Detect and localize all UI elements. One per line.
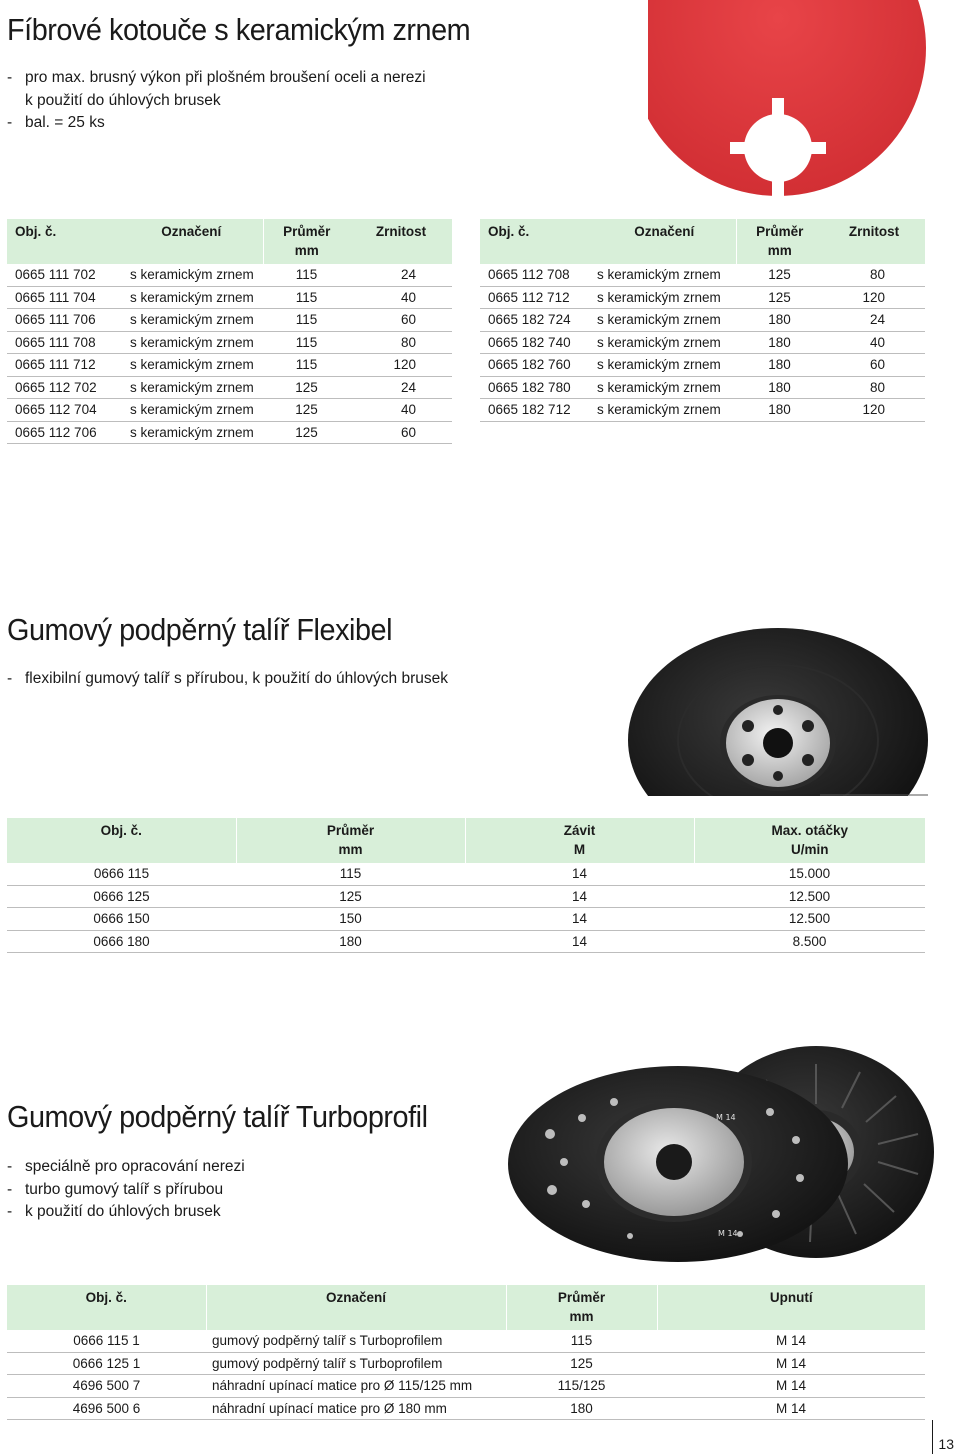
table-cell: 40: [350, 286, 452, 309]
section3-bullet: - speciálně pro opracování nerezi: [7, 1156, 245, 1179]
table-cell: s keramickým zrnem: [120, 354, 263, 377]
col-header-prumer: [506, 1285, 657, 1330]
table-cell: 180: [236, 930, 465, 953]
table-cell: gumový podpěrný talíř s Turboprofilem: [206, 1330, 506, 1352]
table-row: [7, 309, 452, 332]
table-row: [480, 331, 925, 354]
table-cell: 24: [823, 309, 925, 332]
table-cell: 125: [263, 421, 350, 444]
table-cell: 0665 112 706: [7, 421, 120, 444]
table-cell: 115: [263, 286, 350, 309]
table-row: [7, 1397, 925, 1420]
table-cell: M 14: [657, 1330, 925, 1352]
table-cell: 125: [236, 885, 465, 908]
disc-label-m14: M 14: [716, 1113, 736, 1122]
table-cell: gumový podpěrný talíř s Turboprofilem: [206, 1352, 506, 1375]
col-header-prumer: [736, 219, 823, 264]
table-cell: 180: [736, 399, 823, 422]
table-row: [7, 399, 452, 422]
table-cell: 180: [736, 354, 823, 377]
table-cell: 115: [263, 309, 350, 332]
table-cell: 120: [823, 399, 925, 422]
table-cell: 14: [465, 863, 694, 885]
table-cell: 125: [506, 1352, 657, 1375]
table-header-row: [480, 219, 925, 264]
col-header-zavit: [465, 818, 694, 863]
col-header-prumer-unit: mm: [294, 243, 319, 258]
section2-title: Gumový podpěrný talíř Flexibel: [7, 612, 393, 647]
table-cell: 24: [350, 264, 452, 286]
table-cell: 12.500: [694, 908, 925, 931]
table-cell: 4696 500 7: [7, 1375, 206, 1398]
col-header-prumer: [263, 219, 350, 264]
table-cell: 0666 125 1: [7, 1352, 206, 1375]
table-cell: 60: [823, 354, 925, 377]
table-cell: 0666 125: [7, 885, 236, 908]
table-cell: 180: [506, 1397, 657, 1420]
fibre-disc-image: [648, 0, 952, 196]
table-cell: 115/125: [506, 1375, 657, 1398]
table-cell: 0665 112 712: [480, 286, 593, 309]
table-cell: s keramickým zrnem: [120, 421, 263, 444]
table-cell: 0666 180: [7, 930, 236, 953]
table-row: [480, 399, 925, 422]
col-header-obj: Obj. č.: [7, 1285, 206, 1330]
table-cell: 14: [465, 930, 694, 953]
table-row: [480, 264, 925, 286]
section1-bullet: - bal. = 25 ks: [7, 112, 426, 135]
table-cell: 125: [736, 286, 823, 309]
section1-bullet: - pro max. brusný výkon při plošném broušení oceli a nerezi: [7, 67, 426, 90]
table-row: [7, 264, 452, 286]
table-row: [7, 930, 925, 953]
table-cell: s keramickým zrnem: [120, 399, 263, 422]
table-cell: s keramickým zrnem: [593, 354, 736, 377]
table-cell: 115: [236, 863, 465, 885]
table-cell: s keramickým zrnem: [593, 376, 736, 399]
col-header-prumer: [236, 818, 465, 863]
col-header-oznaceni: Označení: [120, 219, 263, 264]
fibre-table-right: [480, 219, 925, 422]
table-cell: 180: [736, 376, 823, 399]
table-cell: 0665 111 712: [7, 354, 120, 377]
col-header-zrnitost: Zrnitost: [350, 219, 452, 264]
fibre-table-left: [7, 219, 452, 444]
table-cell: 0665 182 740: [480, 331, 593, 354]
col-header-zrnitost: Zrnitost: [823, 219, 925, 264]
col-header-prumer-unit: mm: [338, 842, 363, 857]
col-header-zavit-label: Závit: [563, 823, 596, 838]
table-cell: 0666 115: [7, 863, 236, 885]
table-cell: 115: [263, 354, 350, 377]
table-cell: 115: [506, 1330, 657, 1352]
table-cell: s keramickým zrnem: [593, 331, 736, 354]
table-cell: 24: [350, 376, 452, 399]
table-cell: s keramickým zrnem: [593, 309, 736, 332]
section2-bullet: - flexibilní gumový talíř s přírubou, k použití do úhlových brusek: [7, 668, 448, 691]
table-cell: 125: [263, 399, 350, 422]
table-cell: s keramickým zrnem: [120, 286, 263, 309]
col-header-prumer-label: Průměr: [756, 224, 804, 239]
col-header-oznaceni: Označení: [206, 1285, 506, 1330]
table-row: [7, 863, 925, 885]
section2-bullets: [7, 668, 448, 691]
table-cell: s keramickým zrnem: [593, 286, 736, 309]
table-cell: 150: [236, 908, 465, 931]
turboprofil-discs-image: [490, 1044, 940, 1266]
table-row: [480, 376, 925, 399]
col-header-obj: Obj. č.: [480, 219, 593, 264]
table-row: [7, 421, 452, 444]
col-header-prumer-label: Průměr: [326, 823, 375, 838]
table-cell: 180: [736, 331, 823, 354]
table-row: [7, 908, 925, 931]
section3-title: Gumový podpěrný talíř Turboprofil: [7, 1099, 428, 1134]
table-cell: 14: [465, 885, 694, 908]
table-row: [7, 885, 925, 908]
table-cell: náhradní upínací matice pro Ø 180 mm: [206, 1397, 506, 1420]
turboprofil-table: [7, 1285, 925, 1420]
col-header-zavit-unit: M: [573, 842, 586, 857]
table-cell: 40: [350, 399, 452, 422]
table-cell: 115: [263, 264, 350, 286]
table-cell: s keramickým zrnem: [120, 309, 263, 332]
table-row: [7, 1330, 925, 1352]
table-header-row: [7, 1285, 925, 1330]
table-row: [7, 286, 452, 309]
table-cell: 0665 182 760: [480, 354, 593, 377]
table-cell: 0665 111 706: [7, 309, 120, 332]
col-header-otacky-unit: U/min: [790, 842, 829, 857]
table-cell: 0665 111 708: [7, 331, 120, 354]
section1-bullet: k použití do úhlových brusek: [25, 91, 221, 109]
table-header-row: [7, 219, 452, 264]
section3-bullet: - turbo gumový talíř s přírubou: [7, 1179, 245, 1202]
table-cell: s keramickým zrnem: [120, 331, 263, 354]
table-cell: 0666 115 1: [7, 1330, 206, 1352]
table-cell: 180: [736, 309, 823, 332]
table-row: [7, 354, 452, 377]
flexibel-disc-image: [620, 628, 928, 796]
table-cell: 60: [350, 309, 452, 332]
col-header-oznaceni: Označení: [593, 219, 736, 264]
section3-bullet: - k použití do úhlových brusek: [7, 1201, 245, 1224]
section1-bullets: [7, 67, 426, 135]
col-header-upnuti: Upnutí: [657, 1285, 925, 1330]
table-cell: 0665 182 724: [480, 309, 593, 332]
table-cell: 125: [263, 376, 350, 399]
table-cell: M 14: [657, 1375, 925, 1398]
table-cell: 0665 182 712: [480, 399, 593, 422]
col-header-obj: Obj. č.: [7, 219, 120, 264]
table-cell: 120: [823, 286, 925, 309]
col-header-obj: Obj. č.: [7, 818, 236, 863]
table-row: [480, 354, 925, 377]
table-cell: 0665 112 708: [480, 264, 593, 286]
table-row: [7, 376, 452, 399]
table-cell: 0665 111 702: [7, 264, 120, 286]
table-header-row: [7, 818, 925, 863]
table-cell: 80: [823, 376, 925, 399]
table-cell: 60: [350, 421, 452, 444]
page-number: 13: [932, 1420, 960, 1454]
table-cell: M 14: [657, 1352, 925, 1375]
section1-title: Fíbrové kotouče s keramickým zrnem: [7, 12, 471, 47]
table-row: [480, 286, 925, 309]
table-cell: 115: [263, 331, 350, 354]
table-row: [7, 1352, 925, 1375]
table-cell: 0665 112 704: [7, 399, 120, 422]
table-cell: s keramickým zrnem: [593, 399, 736, 422]
col-header-prumer-unit: mm: [569, 1309, 594, 1324]
table-cell: 80: [823, 264, 925, 286]
table-cell: náhradní upínací matice pro Ø 115/125 mm: [206, 1375, 506, 1398]
table-cell: 15.000: [694, 863, 925, 885]
table-row: [480, 309, 925, 332]
table-cell: s keramickým zrnem: [120, 376, 263, 399]
table-cell: 4696 500 6: [7, 1397, 206, 1420]
table-cell: s keramickým zrnem: [593, 264, 736, 286]
table-cell: 14: [465, 908, 694, 931]
col-header-otacky: [694, 818, 925, 863]
table-cell: 0665 111 704: [7, 286, 120, 309]
col-header-prumer-label: Průměr: [557, 1290, 606, 1305]
flexibel-table: [7, 818, 925, 953]
section3-bullets: [7, 1156, 245, 1224]
table-cell: s keramickým zrnem: [120, 264, 263, 286]
table-cell: 0665 182 780: [480, 376, 593, 399]
col-header-prumer-label: Průměr: [283, 224, 331, 239]
table-cell: 40: [823, 331, 925, 354]
table-row: [7, 331, 452, 354]
col-header-prumer-unit: mm: [767, 243, 792, 258]
table-cell: 125: [736, 264, 823, 286]
table-cell: 0665 112 702: [7, 376, 120, 399]
table-cell: 0666 150: [7, 908, 236, 931]
col-header-otacky-label: Max. otáčky: [771, 823, 849, 838]
table-cell: 120: [350, 354, 452, 377]
table-cell: M 14: [657, 1397, 925, 1420]
table-row: [7, 1375, 925, 1398]
disc-label-m14: M 14: [718, 1229, 738, 1238]
table-cell: 8.500: [694, 930, 925, 953]
table-cell: 80: [350, 331, 452, 354]
table-cell: 12.500: [694, 885, 925, 908]
